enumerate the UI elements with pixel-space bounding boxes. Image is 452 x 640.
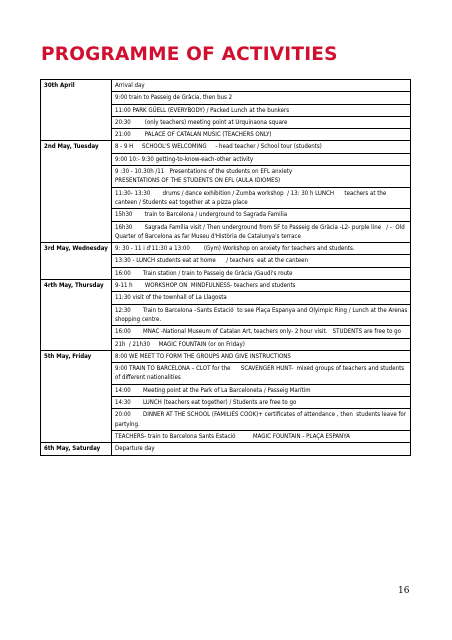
page-number: 16 bbox=[398, 586, 410, 596]
activity-cell: 8:00 WE MEET TO FORM THE GROUPS AND GIVE INSTRUCTIONS bbox=[112, 350, 411, 362]
day-label: 6th May, Saturday bbox=[41, 443, 112, 455]
activity-cell: 20:30 (only teachers) meeting point at Urquinaona square bbox=[112, 116, 411, 128]
activity-cell: 9:00 TRAIN TO BARCELONA – CLOT for the SCAVENGER HUNT- mixed groups of teachers and students of different nationalities bbox=[112, 363, 411, 385]
table-row bbox=[41, 280, 411, 292]
activity-cell: 13:30 - LUNCH students eat at home / teachers eat at the canteen bbox=[112, 255, 411, 267]
table-row bbox=[41, 243, 411, 255]
activity-cell: Arrival day bbox=[112, 80, 411, 92]
activity-cell: 14:30 LUNCH (teachers eat together) / Students are free to go bbox=[112, 397, 411, 409]
day-label: 5th May, Friday bbox=[41, 350, 112, 442]
activity-cell: 11:00 PARK GÜELL (EVERYBODY) / Packed Lunch at the bunkers bbox=[112, 104, 411, 116]
activity-cell: Departure day bbox=[112, 443, 411, 455]
day-label: 30th April bbox=[41, 80, 112, 141]
activity-cell: 12:30 Train to Barcelona –Sants Estació to see Plaça Espanya and Olyimpic Ring / Lunch at the Arenas shopping centre. bbox=[112, 304, 411, 326]
activity-cell: 9 :30 - 10.30h /11 Presentations of the students on EFL anxiety PRESENTATIONS OF THE STUDENTS ON EFL (AULA IDIOMES) bbox=[112, 166, 411, 188]
activity-cell: 21h / 21h30 MAGIC FOUNTAIN (or on Friday) bbox=[112, 338, 411, 350]
activity-cell: 16:00 Train station / train to Passeig de Gràcia /Gaudi's route bbox=[112, 267, 411, 279]
activity-cell: 8 - 9 H SCHOOL'S WELCOMING - head teacher / School tour (students) bbox=[112, 141, 411, 153]
programme-table bbox=[40, 79, 411, 456]
day-label: 4rth May, Thursday bbox=[41, 280, 112, 351]
activity-cell: 9-11 h WORKSHOP ON MINDFULNESS- teachers and students bbox=[112, 280, 411, 292]
page-title: PROGRAMME OF ACTIVITIES bbox=[41, 44, 338, 65]
activity-cell: 9: 30 - 11 i d'11:30 a 13:00 (Gym) Workshop on anxiety for teachers and students. bbox=[112, 243, 411, 255]
activity-cell: 9:00 10:- 9:30 getting-to-know-each-other activity bbox=[112, 153, 411, 165]
activity-cell: 15h30 train to Barcelona / underground to Sagrada Familia bbox=[112, 209, 411, 221]
activity-cell: 16h30 Sagrada Família visit / Then underground from SF to Passeig de Gràcia -L2- purple line / - Old Quarter of Barcelona as far Museu d'Història de Catalunya's terrace bbox=[112, 221, 411, 243]
activity-cell: 11:30 visit of the townhall of La Llagosta bbox=[112, 292, 411, 304]
activity-cell: 9:00 train to Passeig de Gràcia, then bus 2 bbox=[112, 92, 411, 104]
day-label: 2nd May, Tuesday bbox=[41, 141, 112, 243]
activity-cell: 21:00 PALACE OF CATALAN MUSIC (TEACHERS ONLY) bbox=[112, 129, 411, 141]
table-row bbox=[41, 141, 411, 153]
day-label: 3rd May, Wednesday bbox=[41, 243, 112, 280]
activity-cell: 14:00 Meeting point at the Park of La Barceloneta / Passeig Marítim bbox=[112, 384, 411, 396]
activity-cell: 11:30- 13:30 drums / dance exhibition / Zumba workshop / 13: 30 h LUNCH teachers at the canteen / Students eat together at a pizza place bbox=[112, 187, 411, 209]
table-row bbox=[41, 350, 411, 362]
activity-cell: 20:00 DINNER AT THE SCHOOL (FAMILIES COOK)+ certificates of attendance , then students leave for partying. bbox=[112, 409, 411, 431]
table-row bbox=[41, 443, 411, 455]
table-row bbox=[41, 80, 411, 92]
activity-cell: 16:00 MNAC -National Museum of Catalan Art, teachers only- 2 hour visit. STUDENTS are free to go bbox=[112, 326, 411, 338]
activity-cell: TEACHERS- train to Barcelona Sants Estació MAGIC FOUNTAIN - PLAÇA ESPANYA bbox=[112, 430, 411, 442]
